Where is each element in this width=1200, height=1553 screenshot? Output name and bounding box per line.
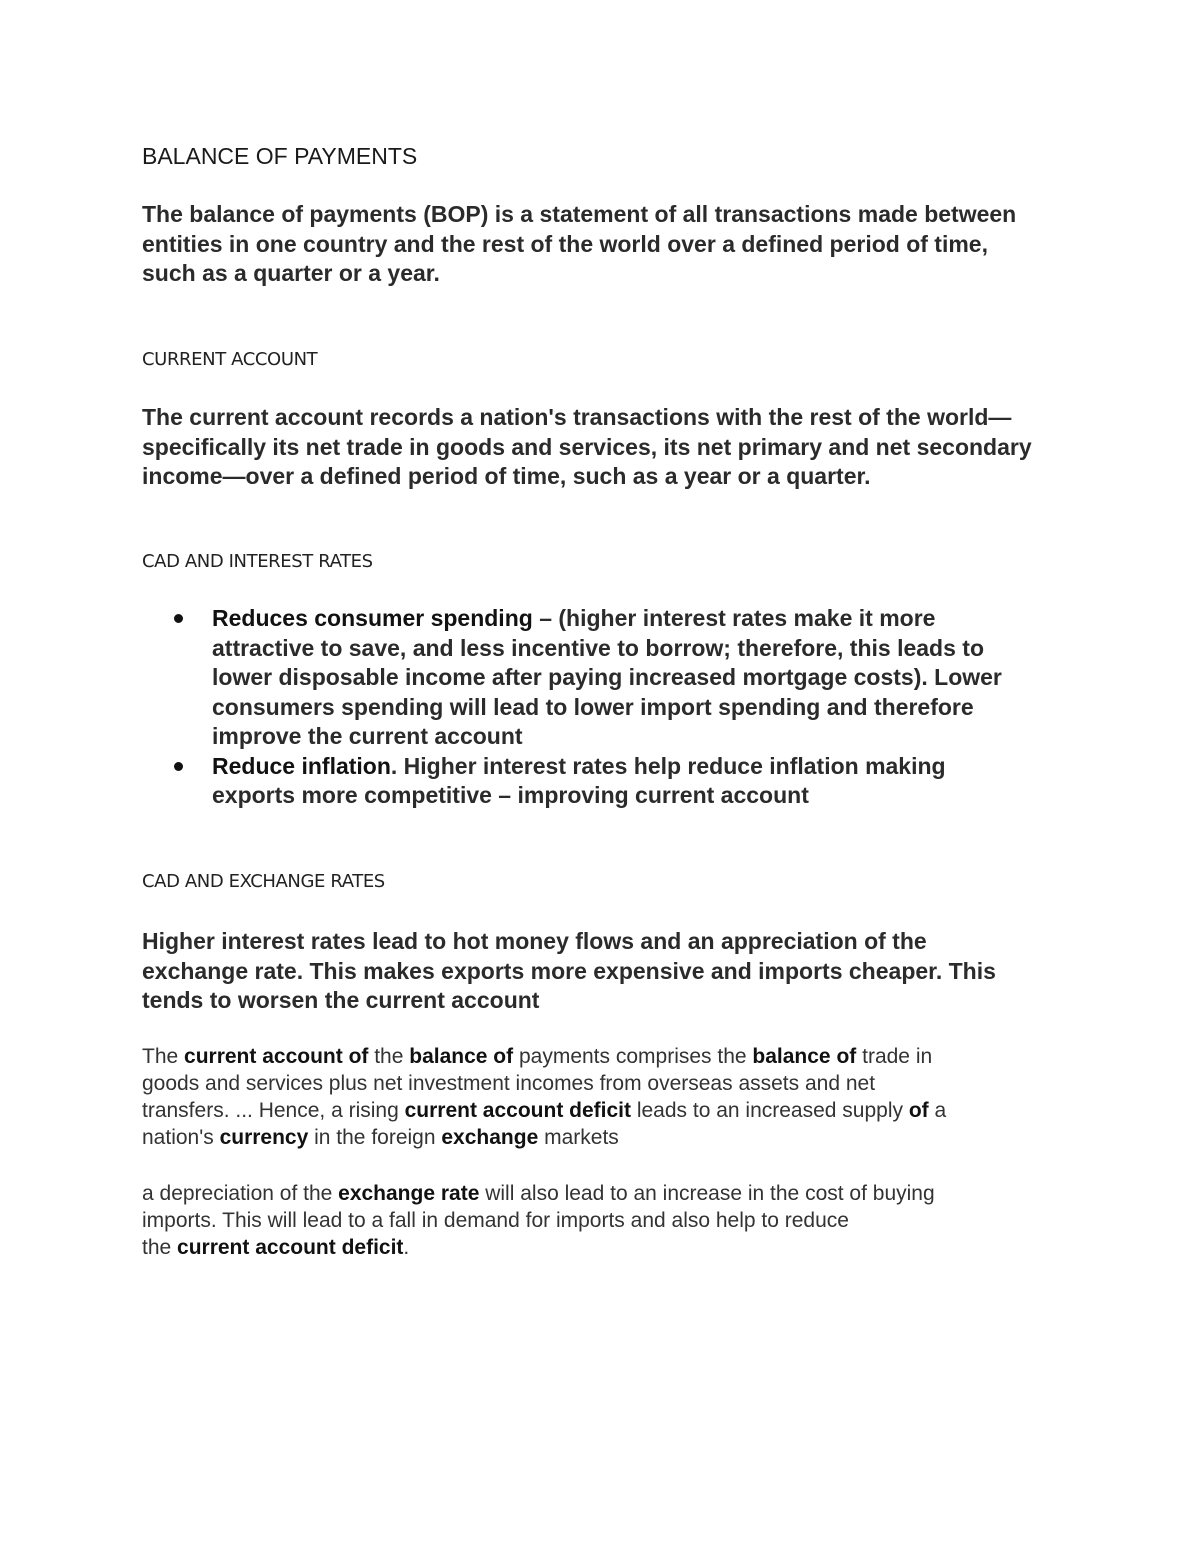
depreciation-paragraph — [142, 1180, 1062, 1261]
depreciation-line: imports. This will lead to a fall in demand for imports and also help to reduce — [142, 1209, 849, 1232]
bullet-line: improve the current account — [212, 723, 523, 749]
current-account-line: The current account records a nation's transactions with the rest of the world— — [142, 404, 1012, 430]
bullet-icon — [174, 762, 183, 771]
bop-line: nation's currency in the foreign exchange markets — [142, 1126, 619, 1149]
bullet-first-line — [212, 752, 1042, 782]
intro-line: entities in one country and the rest of the world over a defined period of time, — [142, 230, 988, 257]
cad-exchange-line: exchange rate. This makes exports more expensive and imports cheaper. This — [142, 957, 996, 984]
depreciation-line: a depreciation of the exchange rate will also lead to an increase in the cost of buying — [142, 1182, 935, 1205]
cad-exchange-line: tends to worsen the current account — [142, 987, 540, 1013]
cad-exchange-heading: CAD AND EXCHANGE RATES — [142, 871, 385, 892]
intro-line: The balance of payments (BOP) is a statement of all transactions made between — [142, 201, 1017, 227]
bullet-line: attractive to save, and less incentive to borrow; therefore, this leads to — [212, 634, 984, 661]
current-account-heading: CURRENT ACCOUNT — [142, 349, 318, 370]
bullet-line: consumers spending will lead to lower import spending and therefore — [212, 693, 974, 720]
bullet-strong-text: Reduces consumer spending — [212, 605, 533, 631]
list-item — [142, 604, 1042, 752]
list-item — [142, 752, 1042, 811]
cad-interest-list — [142, 604, 1042, 811]
bop-line: goods and services plus net investment incomes from overseas assets and net — [142, 1072, 876, 1095]
cad-exchange-paragraph — [142, 927, 1062, 1016]
current-account-line: income—over a defined period of time, such as a year or a quarter. — [142, 463, 871, 489]
bullet-line: exports more competitive – improving current account — [212, 782, 809, 808]
document-title: BALANCE OF PAYMENTS — [142, 143, 418, 169]
bullet-strong-text: Reduce inflation — [212, 752, 391, 779]
intro-paragraph — [142, 200, 1062, 289]
bop-line: The current account of the balance of payments comprises the balance of trade in — [142, 1045, 933, 1068]
bullet-text: – (higher interest rates make it more — [532, 605, 936, 631]
cad-exchange-line: Higher interest rates lead to hot money flows and an appreciation of the — [142, 928, 927, 954]
bullet-first-line — [212, 604, 1042, 634]
bullet-icon — [174, 614, 183, 623]
depreciation-line: the current account deficit. — [142, 1236, 410, 1259]
current-account-line: specifically its net trade in goods and services, its net primary and net secondary — [142, 433, 1032, 460]
bullet-line: lower disposable income after paying increased mortgage costs). Lower — [212, 664, 1002, 690]
cad-interest-heading: CAD AND INTEREST RATES — [142, 551, 373, 572]
bop-paragraph — [142, 1043, 1062, 1151]
intro-line: such as a quarter or a year. — [142, 260, 440, 286]
bop-line: transfers. ... Hence, a rising current account deficit leads to an increased supply of a — [142, 1099, 947, 1122]
bullet-text: . Higher interest rates help reduce inflation making — [390, 752, 946, 779]
current-account-paragraph — [142, 403, 1062, 492]
